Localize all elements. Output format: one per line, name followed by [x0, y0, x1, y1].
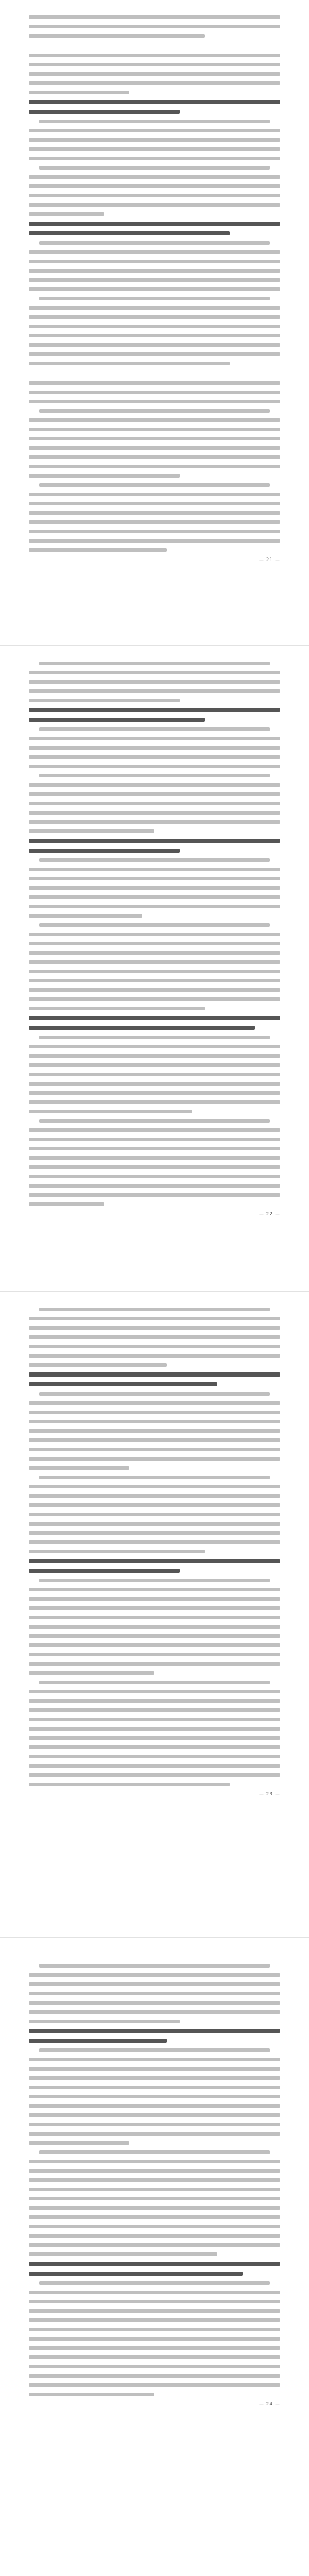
heading-line [29, 231, 230, 235]
text-line [29, 895, 280, 899]
text-line [29, 1317, 280, 1320]
text-line [29, 1165, 280, 1169]
text-line [29, 1597, 280, 1601]
text-line [29, 1653, 280, 1656]
text-line [29, 970, 280, 973]
heading-line [29, 1559, 280, 1563]
text-line [39, 1036, 270, 1039]
paragraph-gap [29, 1954, 280, 1964]
text-line [29, 2095, 280, 2098]
text-line [29, 1354, 280, 1358]
text-line [29, 1457, 280, 1461]
heading-line [29, 849, 180, 853]
text-line [29, 1363, 167, 1367]
text-line [29, 2393, 154, 2396]
text-line [29, 2104, 280, 2108]
text-line [39, 241, 270, 245]
text-line [29, 2346, 280, 2350]
text-line [29, 1448, 280, 1451]
text-line [29, 960, 280, 964]
text-line [29, 418, 280, 422]
text-line [29, 933, 280, 936]
page-number: — 22 — [259, 1212, 280, 1217]
text-line [29, 942, 280, 945]
text-line [29, 91, 129, 94]
text-line [29, 465, 280, 468]
text-line [29, 1727, 280, 1731]
text-line [29, 15, 280, 19]
heading-line [29, 1569, 180, 1573]
text-line [29, 811, 280, 815]
page-number: — 24 — [259, 2402, 280, 2407]
text-line [29, 1411, 280, 1414]
text-line [29, 315, 280, 319]
text-line [29, 2215, 280, 2219]
text-line [29, 1184, 280, 1188]
text-line [29, 129, 280, 132]
text-line [29, 829, 154, 833]
text-line [29, 1992, 280, 1995]
text-line [29, 343, 280, 347]
text-line [39, 166, 270, 170]
text-line [29, 1764, 280, 1768]
text-line [29, 746, 280, 750]
text-line [29, 1420, 280, 1423]
heading-line [29, 1372, 280, 1377]
text-line [29, 2076, 280, 2080]
page-body [29, 662, 280, 1206]
text-line [29, 1466, 129, 1470]
heading-line [29, 222, 280, 226]
text-line [29, 1147, 280, 1150]
text-line [29, 680, 280, 684]
text-line [29, 203, 280, 207]
heading-line [29, 1382, 217, 1386]
text-line [29, 2020, 180, 2023]
text-line [29, 334, 280, 337]
text-line [29, 1531, 280, 1535]
text-line [29, 260, 280, 263]
text-line [29, 2086, 280, 2089]
text-line [29, 493, 280, 496]
text-line [29, 306, 280, 310]
text-line [29, 1045, 280, 1048]
text-line [29, 792, 280, 796]
text-line [29, 1550, 205, 1553]
text-line [29, 25, 280, 28]
text-line [29, 34, 205, 38]
text-line [29, 1745, 280, 1749]
text-line [39, 1392, 270, 1396]
page-body [29, 1308, 280, 1786]
text-line [29, 194, 280, 197]
text-line [29, 1662, 280, 1666]
text-line [29, 671, 280, 674]
text-line [29, 54, 280, 57]
text-line [29, 1054, 280, 1058]
text-line [29, 868, 280, 871]
text-line [39, 409, 270, 413]
text-line [29, 2309, 280, 2313]
text-line [29, 520, 280, 524]
text-line [29, 446, 280, 450]
text-line [29, 2328, 280, 2331]
text-line [29, 1193, 280, 1197]
text-line [29, 1708, 280, 1712]
text-line [29, 997, 280, 1001]
text-line [29, 737, 280, 740]
text-line [39, 483, 270, 487]
text-line [29, 2291, 280, 2294]
text-line [29, 2188, 280, 2191]
text-line [29, 1494, 280, 1498]
text-line [39, 120, 270, 123]
text-line [29, 147, 280, 151]
text-line [29, 1690, 280, 1693]
text-line [29, 175, 280, 179]
text-line [39, 923, 270, 927]
text-line [29, 1082, 280, 1086]
text-line [29, 2318, 280, 2322]
text-line [39, 858, 270, 862]
heading-line [29, 2029, 280, 2033]
text-line [29, 2058, 280, 2061]
text-line [29, 81, 280, 85]
text-line [29, 1401, 280, 1405]
page-body [29, 15, 280, 552]
page-number: — 21 — [259, 557, 280, 563]
heading-line [29, 2262, 280, 2266]
document-page [0, 1938, 309, 2576]
text-line [29, 802, 280, 805]
page-number: — 23 — [259, 1792, 280, 1797]
text-line [29, 1110, 192, 1113]
text-line [39, 662, 270, 665]
heading-line [29, 1026, 255, 1030]
text-line [29, 548, 167, 552]
heading-line [29, 100, 280, 104]
text-line [29, 1138, 280, 1141]
text-line [29, 2132, 280, 2136]
text-line [29, 2243, 280, 2247]
text-line [29, 474, 180, 478]
text-line [29, 988, 280, 992]
text-line [29, 877, 280, 880]
text-line [29, 2178, 280, 2182]
text-line [29, 2067, 280, 2071]
text-line [29, 1091, 280, 1095]
text-line [29, 755, 280, 759]
text-line [29, 428, 280, 431]
text-line [29, 1175, 280, 1178]
text-line [29, 138, 280, 142]
text-line [29, 2383, 280, 2387]
text-line [29, 1522, 280, 1526]
text-line [29, 1718, 280, 1721]
text-line [29, 391, 280, 394]
text-line [29, 1063, 280, 1067]
page-body [29, 1954, 280, 2396]
text-line [29, 325, 280, 328]
text-line [29, 212, 104, 216]
document-page [0, 1292, 309, 1938]
heading-line [29, 718, 205, 722]
text-line [29, 1156, 280, 1160]
text-line [29, 1755, 280, 1758]
text-line [29, 1540, 280, 1544]
text-line [29, 362, 230, 365]
text-line [29, 2365, 280, 2368]
text-line [29, 951, 280, 955]
text-line [29, 1073, 280, 1076]
text-line [39, 1476, 270, 1479]
text-line [29, 1485, 280, 1488]
text-line [29, 914, 142, 918]
text-line [29, 1007, 205, 1010]
text-line [29, 979, 280, 982]
text-line [29, 1326, 280, 1330]
text-line [29, 1699, 280, 1703]
text-line [29, 1438, 280, 1442]
text-line [29, 511, 280, 515]
text-line [39, 1119, 270, 1123]
text-line [29, 783, 280, 787]
text-line [29, 2374, 280, 2378]
text-line [29, 1606, 280, 1610]
heading-line [29, 708, 280, 712]
text-line [39, 297, 270, 300]
text-line [29, 1100, 280, 1104]
text-line [29, 1783, 230, 1786]
text-line [39, 727, 270, 731]
text-line [29, 287, 280, 291]
heading-line [29, 839, 280, 843]
text-line [29, 1671, 154, 1675]
heading-line [29, 110, 180, 114]
text-line [29, 1643, 280, 1647]
text-line [39, 1308, 270, 1311]
heading-line [29, 2272, 243, 2276]
text-line [29, 1429, 280, 1433]
text-line [29, 1616, 280, 1619]
text-line [29, 2141, 129, 2145]
text-line [29, 502, 280, 505]
text-line [29, 1625, 280, 1629]
text-line [29, 1634, 280, 1638]
text-line [29, 2225, 280, 2228]
paragraph-gap [29, 43, 280, 54]
text-line [29, 539, 280, 543]
text-line [29, 381, 280, 385]
text-line [29, 1202, 104, 1206]
text-line [29, 1335, 280, 1339]
text-line [39, 2281, 270, 2285]
text-line [39, 1681, 270, 1684]
text-line [29, 437, 280, 440]
document-page [0, 646, 309, 1292]
text-line [29, 1982, 280, 1986]
text-line [29, 157, 280, 160]
text-line [29, 63, 280, 66]
text-line [29, 886, 280, 890]
text-line [39, 774, 270, 777]
text-line [29, 400, 280, 403]
text-line [29, 2169, 280, 2173]
text-line [29, 699, 180, 702]
text-line [29, 1128, 280, 1132]
text-line [39, 2048, 270, 2052]
heading-line [29, 2039, 167, 2043]
text-line [29, 2337, 280, 2341]
text-line [29, 905, 280, 908]
text-line [29, 820, 280, 824]
text-line [39, 1964, 270, 1968]
heading-line [29, 1016, 280, 1020]
text-line [29, 2001, 280, 2005]
text-line [29, 2010, 280, 2014]
text-line [29, 455, 280, 459]
text-line [29, 352, 280, 356]
text-line [29, 2113, 280, 2117]
text-line [29, 72, 280, 76]
text-line [39, 1579, 270, 1582]
text-line [29, 2197, 280, 2200]
text-line [39, 2150, 270, 2154]
document-page [0, 0, 309, 646]
text-line [29, 2234, 280, 2238]
text-line [29, 278, 280, 282]
paragraph-gap [29, 371, 280, 381]
text-line [29, 2123, 280, 2126]
text-line [29, 2252, 217, 2256]
text-line [29, 2160, 280, 2163]
text-line [29, 1513, 280, 1516]
text-line [29, 1973, 280, 1977]
text-line [29, 530, 280, 533]
text-line [29, 1345, 280, 1348]
text-line [29, 2206, 280, 2210]
text-line [29, 765, 280, 768]
text-line [29, 2355, 280, 2359]
text-line [29, 250, 280, 254]
text-line [29, 1773, 280, 1777]
text-line [29, 1588, 280, 1591]
text-line [29, 689, 280, 693]
text-line [29, 184, 280, 188]
text-line [29, 269, 280, 273]
text-line [29, 1736, 280, 1740]
text-line [29, 2300, 280, 2303]
text-line [29, 1503, 280, 1507]
